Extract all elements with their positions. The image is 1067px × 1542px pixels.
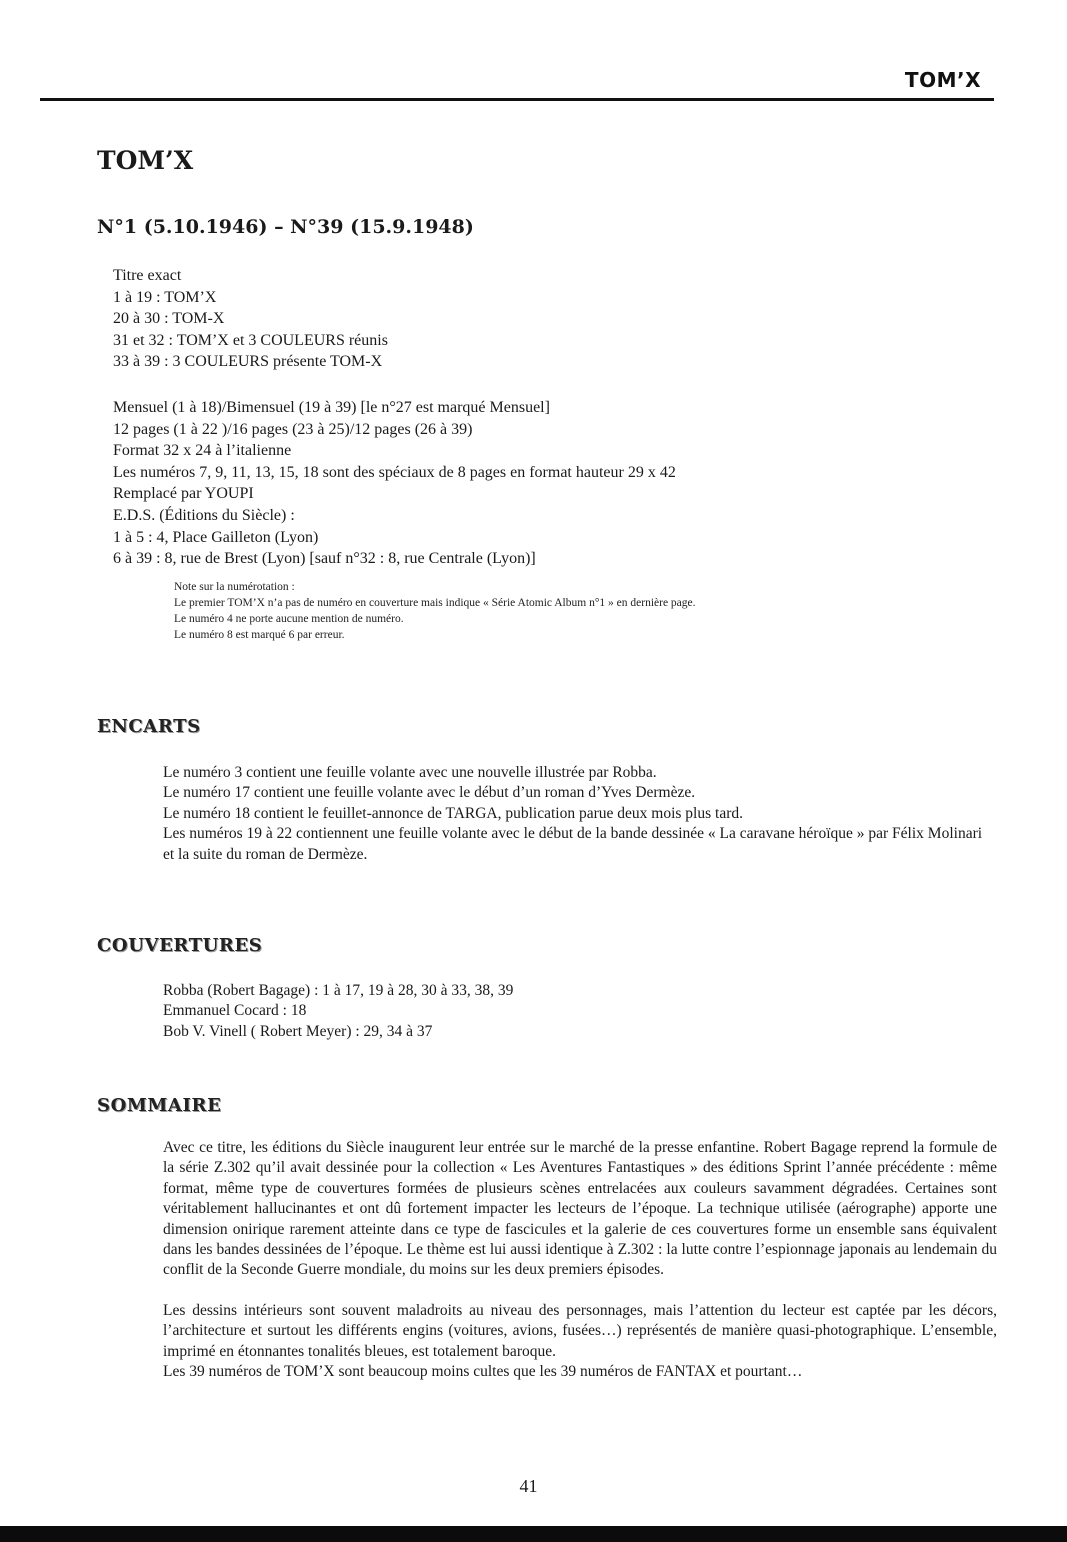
- note-line: Le numéro 4 ne porte aucune mention de numéro.: [174, 613, 404, 625]
- issue-range-subtitle: N°1 (5.10.1946) – N°39 (15.9.1948): [97, 216, 474, 238]
- exact-title-line: 20 à 30 : TOM-X: [113, 310, 225, 328]
- header-rule: [40, 98, 994, 101]
- page-title: TOM’X: [97, 146, 194, 175]
- detail-line: Remplacé par YOUPI: [113, 485, 254, 503]
- cover-artist-line: Bob V. Vinell ( Robert Meyer) : 29, 34 à 37: [163, 1022, 433, 1040]
- detail-line: E.D.S. (Éditions du Siècle) :: [113, 506, 295, 524]
- page-number: 41: [519, 1476, 538, 1496]
- detail-line: 1 à 5 : 4, Place Gailleton (Lyon): [113, 528, 319, 546]
- sommaire-paragraph: Avec ce titre, les éditions du Siècle inaugurent leur entrée sur le marché de la presse enfantine. Robert Bagage reprend la formule de la série Z.302 qu’il avait dessinée pour la collection « Les Aventures Fantastiques » des éditions Sprint l’année précédente : même format, même type de couvertures formées de plusieurs scènes entrelacées aux couleurs savamment dégradées. Certaines sont véritablement hallucinantes et ont dû fortement impacter les lecteurs de l’époque. La technique utilisée (aérographe) apporte une dimension onirique rarement atteinte dans ce type de fascicules et la galerie de ces couvertures forme un ensemble sans équivalent dans les bandes dessinées de l’époque. Le thème est lui aussi identique à Z.302 : la lutte contre l’espionnage japonais au lendemain du conflit de la Seconde Guerre mondiale, du moins sur les deux premiers épisodes.: [163, 1139, 997, 1279]
- exact-title-block: [113, 265, 388, 373]
- couvertures-body: [163, 981, 997, 1042]
- detail-line: Les numéros 7, 9, 11, 13, 15, 18 sont des spéciaux de 8 pages en format hauteur 29 x 42: [113, 463, 676, 481]
- note-line: Le numéro 8 est marqué 6 par erreur.: [174, 629, 345, 641]
- sommaire-paragraph: Les dessins intérieurs sont souvent maladroits au niveau des personnages, mais l’attention du lecteur est captée par les décors, l’architecture et surtout les différents engins (voitures, avions, fusées…) représentés de manière quasi-photographique. L’ensemble, imprimé en étonnantes tonalités bleues, est totalement baroque.: [163, 1301, 997, 1360]
- note-line: Note sur la numérotation :: [174, 581, 295, 593]
- detail-line: 6 à 39 : 8, rue de Brest (Lyon) [sauf n°32 : 8, rue Centrale (Lyon)]: [113, 550, 536, 568]
- exact-title-line: 31 et 32 : TOM’X et 3 COULEURS réunis: [113, 331, 388, 349]
- encarts-body: [163, 763, 997, 865]
- numbering-notes: [174, 579, 696, 643]
- exact-title-line: 33 à 39 : 3 COULEURS présente TOM-X: [113, 353, 383, 371]
- encart-line: Le numéro 3 contient une feuille volante avec une nouvelle illustrée par Robba.: [163, 764, 657, 781]
- detail-line: Mensuel (1 à 18)/Bimensuel (19 à 39) [le n°27 est marqué Mensuel]: [113, 399, 550, 416]
- section-heading-encarts: ENCARTS: [97, 716, 201, 737]
- note-line: Le premier TOM’X n’a pas de numéro en couverture mais indique « Série Atomic Album n°1 » en dernière page.: [174, 597, 696, 609]
- detail-line: 12 pages (1 à 22 )/16 pages (23 à 25)/12 pages (26 à 39): [113, 420, 473, 438]
- exact-title-line: 1 à 19 : TOM’X: [113, 288, 217, 306]
- section-heading-sommaire: SOMMAIRE: [97, 1095, 222, 1116]
- sommaire-body: [163, 1138, 997, 1382]
- sommaire-paragraph: Les 39 numéros de TOM’X sont beaucoup moins cultes que les 39 numéros de FANTAX et pourtant…: [163, 1363, 803, 1381]
- cover-artist-line: Emmanuel Cocard : 18: [163, 1002, 307, 1020]
- encart-line: Les numéros 19 à 22 contiennent une feuille volante avec le début de la bande dessinée « La caravane héroïque » par Félix Molinari et la suite du roman de Dermèze.: [163, 825, 983, 863]
- publication-details-block: [113, 397, 676, 570]
- footer-bar: [0, 1526, 1067, 1542]
- cover-artist-line: Robba (Robert Bagage) : 1 à 17, 19 à 28, 30 à 33, 38, 39: [163, 982, 514, 999]
- section-heading-couvertures: COUVERTURES: [97, 935, 263, 956]
- encart-line: Le numéro 18 contient le feuillet-annonce de TARGA, publication parue deux mois plus tard.: [163, 804, 743, 822]
- exact-title-line: Titre exact: [113, 267, 182, 284]
- encart-line: Le numéro 17 contient une feuille volante avec le début d’un roman d’Yves Dermèze.: [163, 784, 696, 802]
- running-header-title: TOM’X: [904, 68, 981, 92]
- detail-line: Format 32 x 24 à l’italienne: [113, 442, 292, 460]
